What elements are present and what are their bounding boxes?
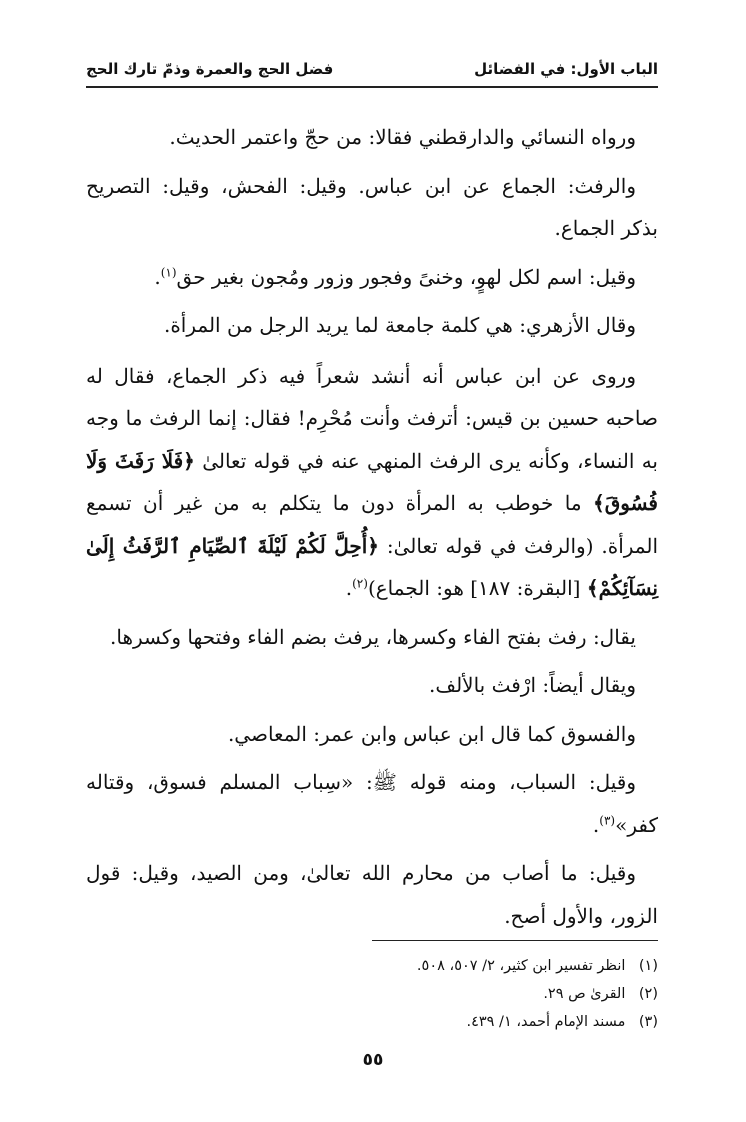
- footnote-ref-3: (٣): [599, 812, 616, 827]
- paragraph-3: [86, 256, 658, 299]
- footnote-text: القرىٰ ص ٢٩.: [543, 986, 626, 1002]
- running-header: [86, 52, 658, 82]
- chapter-title: الباب الأول: في الفضائل: [474, 60, 658, 78]
- footnote-text: انظر تفسير ابن كثير، ٢/ ٥٠٧، ٥٠٨.: [416, 958, 626, 974]
- paragraph-3-end: .: [154, 264, 161, 289]
- paragraph-9-text: وقيل: السباب، ومنه قوله ﷺ: «سِباب المسلم فسوق، وقتاله كفر»: [86, 770, 658, 837]
- footnote-divider: [372, 940, 658, 941]
- paragraph-9: [86, 761, 658, 846]
- paragraph-5: [86, 355, 658, 610]
- footnote-text: مسند الإمام أحمد، ١/ ٤٣٩.: [466, 1014, 626, 1030]
- paragraph-4: وقال الأزهري: هي كلمة جامعة لما يريد الرجل من المرأة.: [163, 313, 636, 337]
- footnote-ref-2: (٢): [352, 576, 368, 591]
- paragraph-5-end: .: [345, 576, 353, 600]
- footnote-1: [258, 952, 658, 980]
- quran-verse-1: ﴿فَلَا رَفَثَ وَلَا فُسُوقَ﴾: [86, 448, 658, 515]
- paragraph-5-part-c: [البقرة: ١٨٧] هو: الجماع): [367, 576, 581, 600]
- paragraph-8: والفسوق كما قال ابن عباس وابن عمر: المعاصي.: [227, 721, 636, 746]
- footnote-2: [258, 980, 658, 1008]
- header-divider: [86, 86, 658, 88]
- paragraph-1: ورواه النسائي والدارقطني فقالا: من حجّ واعتمر الحديث.: [169, 125, 636, 149]
- footnote-number: (٢): [638, 986, 658, 1002]
- paragraph-9-end: .: [592, 812, 600, 837]
- footnote-3: [258, 1008, 658, 1036]
- page-number: ٥٥: [362, 1050, 384, 1070]
- section-title: فضل الحج والعمرة وذمّ تارك الحج: [86, 60, 334, 78]
- main-text: [86, 116, 658, 943]
- footnotes: [258, 952, 658, 1036]
- quran-verse-2: ﴿أُحِلَّ لَكُمْ لَيْلَةَ ٱلصِّيَامِ ٱلرَّفَثُ إِلَىٰ نِسَآئِكُمْ﴾: [86, 533, 658, 600]
- footnote-ref-1: (١): [160, 264, 177, 279]
- paragraph-2: والرفث: الجماع عن ابن عباس. وقيل: الفحش، وقيل: التصريح بذكر الجماع.: [86, 173, 658, 240]
- paragraph-7: ويقال أيضاً: ارْفث بالألف.: [429, 673, 636, 697]
- paragraph-6: يقال: رفث بفتح الفاء وكسرها، يرفث بضم الفاء وفتحها وكسرها.: [110, 624, 636, 649]
- footnote-number: (١): [638, 958, 658, 974]
- paragraph-5-part-a: وروى عن ابن عباس أنه أنشد شعراً فيه ذكر الجماع، فقال له صاحبه حسين بن قيس: أترفث وأنت مُحْرِم! فقال: إنما الرفث ما وجه به النساء، وكأنه يرى الرفث المنهي عنه في قوله تعالىٰ: [86, 363, 659, 473]
- paragraph-10: وقيل: ما أصاب من محارم الله تعالىٰ، ومن الصيد، وقيل: قول الزور، والأول أصح.: [86, 861, 658, 928]
- paragraph-5-part-b: ما خوطب به المرأة دون ما يتكلم به من غير أن تسمع المرأة. (والرفث في قوله تعالىٰ:: [86, 491, 659, 558]
- paragraph-3-text: وقيل: اسم لكل لهوٍ، وخنىً وفجور وزور ومُجون بغير حق: [176, 264, 636, 289]
- footnote-number: (٣): [638, 1014, 658, 1030]
